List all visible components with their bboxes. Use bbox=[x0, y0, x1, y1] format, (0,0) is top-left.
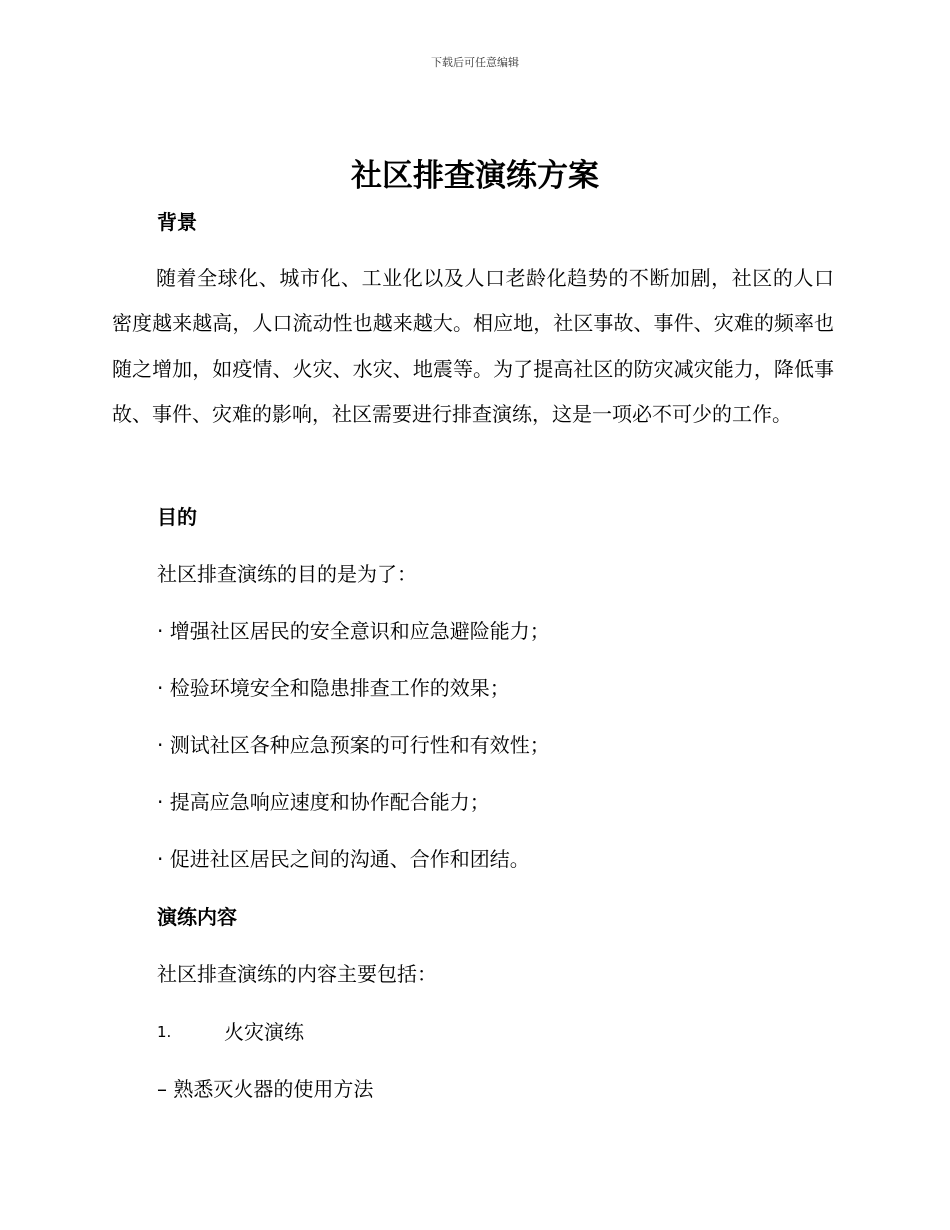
section-heading-content: 演练内容 bbox=[157, 905, 237, 929]
background-paragraph: 随着全球化、城市化、工业化以及人口老龄化趋势的不断加剧，社区的人口密度越来越高，人口流动性也越来越大。相应地，社区事故、事件、灾难的频率也随之增加，如疫情、火灾、水灾、地震等。为了提高社区的防灾减灾能力，降低事故、事件、灾难的影响，社区需要进行排查演练，这是一项必不可少的工作。 bbox=[112, 266, 834, 427]
page-header: 下载后可任意编辑 bbox=[431, 56, 519, 69]
purpose-item: · 测试社区各种应急预案的可行性和有效性； bbox=[157, 733, 550, 757]
section-heading-purpose: 目的 bbox=[157, 505, 197, 529]
purpose-item: · 增强社区居民的安全意识和应急避险能力； bbox=[157, 619, 550, 643]
purpose-intro: 社区排查演练的目的是为了： bbox=[157, 562, 417, 586]
purpose-item: · 促进社区居民之间的沟通、合作和团结。 bbox=[157, 847, 530, 871]
section-heading-background: 背景 bbox=[157, 210, 197, 234]
purpose-item: · 提高应急响应速度和协作配合能力； bbox=[157, 790, 490, 814]
list-item-label: 火灾演练 bbox=[224, 1020, 304, 1044]
purpose-item: · 检验环境安全和隐患排查工作的效果； bbox=[157, 676, 510, 700]
content-intro: 社区排查演练的内容主要包括： bbox=[157, 962, 437, 986]
list-number: 1. bbox=[157, 1023, 172, 1041]
document-title: 社区排查演练方案 bbox=[351, 158, 599, 194]
sub-item: – 熟悉灭火器的使用方法 bbox=[157, 1077, 374, 1101]
